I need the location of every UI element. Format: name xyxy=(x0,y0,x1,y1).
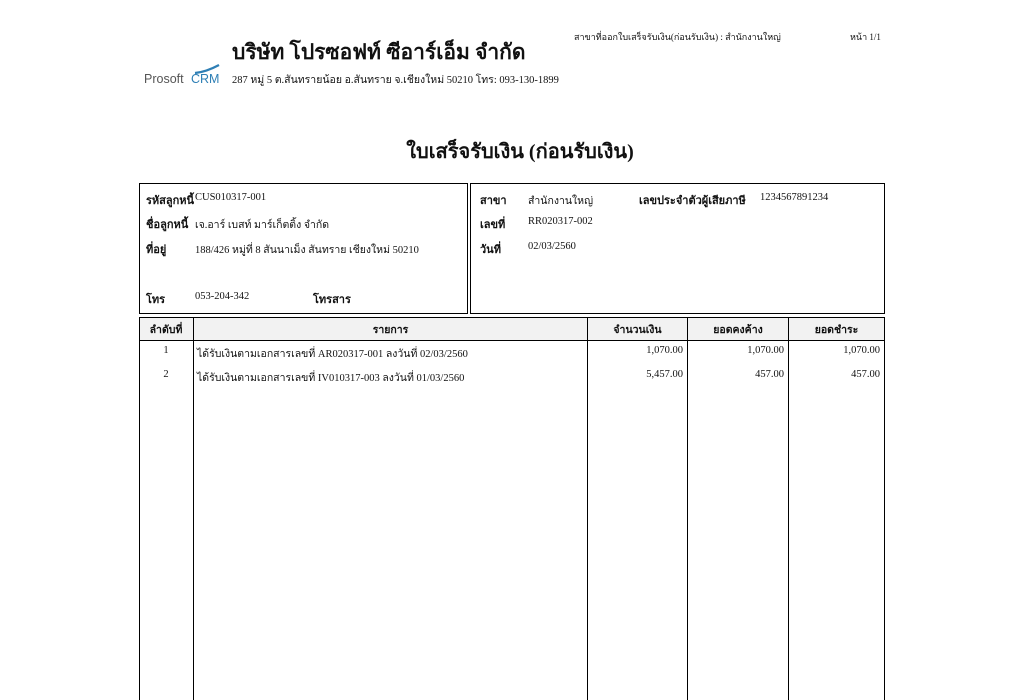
table-top-border xyxy=(139,317,885,318)
items-table xyxy=(139,317,885,700)
table-row xyxy=(139,343,885,363)
row-paid: 457.00 xyxy=(851,369,880,380)
page-number: หน้า 1/1 xyxy=(850,32,881,42)
row-no: 2 xyxy=(163,369,169,380)
row-description: ได้รับเงินตามเอกสารเลขที่ AR020317-001 ลงวันที่ 02/03/2560 xyxy=(197,349,468,360)
table-header-divider xyxy=(139,340,885,341)
header-amount: จำนวนเงิน xyxy=(613,325,662,336)
date-label: วันที่ xyxy=(480,244,501,256)
company-name: บริษัท โปรซอฟท์ ซีอาร์เอ็ม จำกัด xyxy=(232,40,526,64)
table-row xyxy=(139,367,885,387)
header-outstanding: ยอดคงค้าง xyxy=(713,325,763,336)
branch-label: สาขา xyxy=(480,195,507,207)
header-paid: ยอดชำระ xyxy=(814,325,859,336)
customer-phone-label: โทร xyxy=(146,294,166,306)
tax-id-label: เลขประจำตัวผู้เสียภาษี xyxy=(639,195,746,207)
customer-name-label: ชื่อลูกหนี้ xyxy=(146,219,189,231)
customer-address: 188/426 หมู่ที่ 8 สันนาเม็ง สันทราย เชียงใหม่ 50210 xyxy=(195,245,419,256)
customer-info-box xyxy=(139,183,468,314)
doc-no-value: RR020317-002 xyxy=(528,216,593,227)
customer-code: CUS010317-001 xyxy=(195,192,267,203)
branch-value: สำนักงานใหญ่ xyxy=(528,196,594,207)
row-outstanding: 1,070.00 xyxy=(747,345,784,356)
issuing-branch: สาขาที่ออกใบเสร็จรับเงิน(ก่อนรับเงิน) : สำนักงานใหญ่ xyxy=(574,32,781,42)
document-title: ใบเสร็จรับเงิน (ก่อนรับเงิน) xyxy=(406,141,634,163)
logo-text-crm: CRM xyxy=(191,72,220,86)
customer-phone: 053-204-342 xyxy=(195,291,250,302)
document-info-box xyxy=(470,183,885,314)
customer-address-label: ที่อยู่ xyxy=(146,244,167,256)
logo-text-prosoft: Prosoft xyxy=(144,72,184,86)
customer-code-label: รหัสลูกหนี้ xyxy=(146,195,195,207)
company-address: 287 หมู่ 5 ต.สันทรายน้อย อ.สันทราย จ.เชียงใหม่ 50210 โทร: 093-130-1899 xyxy=(232,75,559,86)
row-no: 1 xyxy=(163,345,169,356)
row-paid: 1,070.00 xyxy=(843,345,880,356)
doc-no-label: เลขที่ xyxy=(480,219,506,231)
customer-fax-label: โทรสาร xyxy=(313,294,351,306)
row-amount: 5,457.00 xyxy=(646,369,683,380)
row-outstanding: 457.00 xyxy=(755,369,784,380)
tax-id-value: 1234567891234 xyxy=(760,192,829,203)
row-description: ได้รับเงินตามเอกสารเลขที่ IV010317-003 ลงวันที่ 01/03/2560 xyxy=(197,373,465,384)
header-description: รายการ xyxy=(372,325,409,336)
date-value: 02/03/2560 xyxy=(528,241,576,252)
customer-name: เจ.อาร์ เบสท์ มาร์เก็ตติ้ง จำกัด xyxy=(195,220,330,231)
header-no: ลำดับที่ xyxy=(149,325,183,336)
row-amount: 1,070.00 xyxy=(646,345,683,356)
company-logo xyxy=(144,64,224,90)
